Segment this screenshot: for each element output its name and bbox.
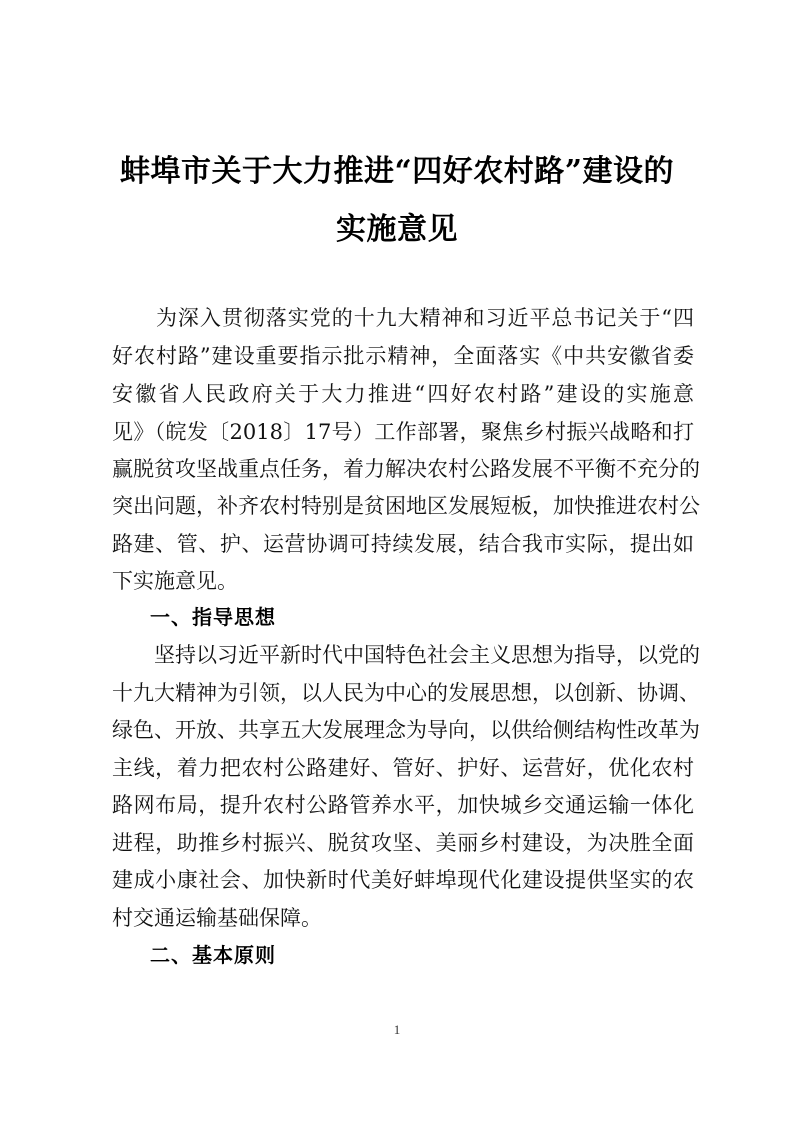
section1-line: 建成小康社会、加快新时代美好蚌埠现代化建设提供坚实的农 (112, 868, 694, 892)
section1-line: 村交通运输基础保障。 (112, 906, 322, 930)
intro-line: 突出问题，补齐农村特别是贫困地区发展短板，加快推进农村公 (112, 494, 700, 518)
section1-line: 十九大精神为引领，以人民为中心的发展思想，以创新、协调、 (112, 681, 700, 705)
intro-line: 见》（皖发〔2018〕17号）工作部署，聚焦乡村振兴战略和打 (112, 420, 694, 444)
intro-line: 安徽省人民政府关于大力推进“四好农村路”建设的实施意 (112, 382, 694, 406)
document-title-line-1: 蚌埠市关于大力推进“四好农村路”建设的 (119, 154, 674, 189)
section1-line: 绿色、开放、共享五大发展理念为导向，以供给侧结构性改革为 (112, 718, 700, 742)
section-heading-basic-principles: 二、基本原则 (150, 943, 276, 967)
intro-line: 赢脱贫攻坚战重点任务，着力解决农村公路发展不平衡不充分的 (112, 457, 700, 481)
section1-line: 坚持以习近平新时代中国特色社会主义思想为指导，以党的 (112, 643, 700, 667)
intro-line: 路建、管、护、运营协调可持续发展，结合我市实际，提出如 (112, 532, 694, 556)
section1-line: 主线，着力把农村公路建好、管好、护好、运营好，优化农村 (112, 756, 694, 780)
intro-line: 为深入贯彻落实党的十九大精神和习近平总书记关于“四 (112, 306, 694, 330)
section-heading-guiding-ideology: 一、指导思想 (150, 605, 276, 629)
intro-line: 下实施意见。 (112, 569, 238, 593)
page-number: 1 (393, 1022, 401, 1037)
section1-line: 路网布局，提升农村公路管养水平，加快城乡交通运输一体化 (112, 793, 694, 817)
intro-line: 好农村路”建设重要指示批示精神，全面落实《中共安徽省委 (112, 344, 694, 368)
section1-line: 进程，助推乡村振兴、脱贫攻坚、美丽乡村建设，为决胜全面 (112, 831, 694, 855)
document-title-line-2: 实施意见 (336, 212, 458, 247)
